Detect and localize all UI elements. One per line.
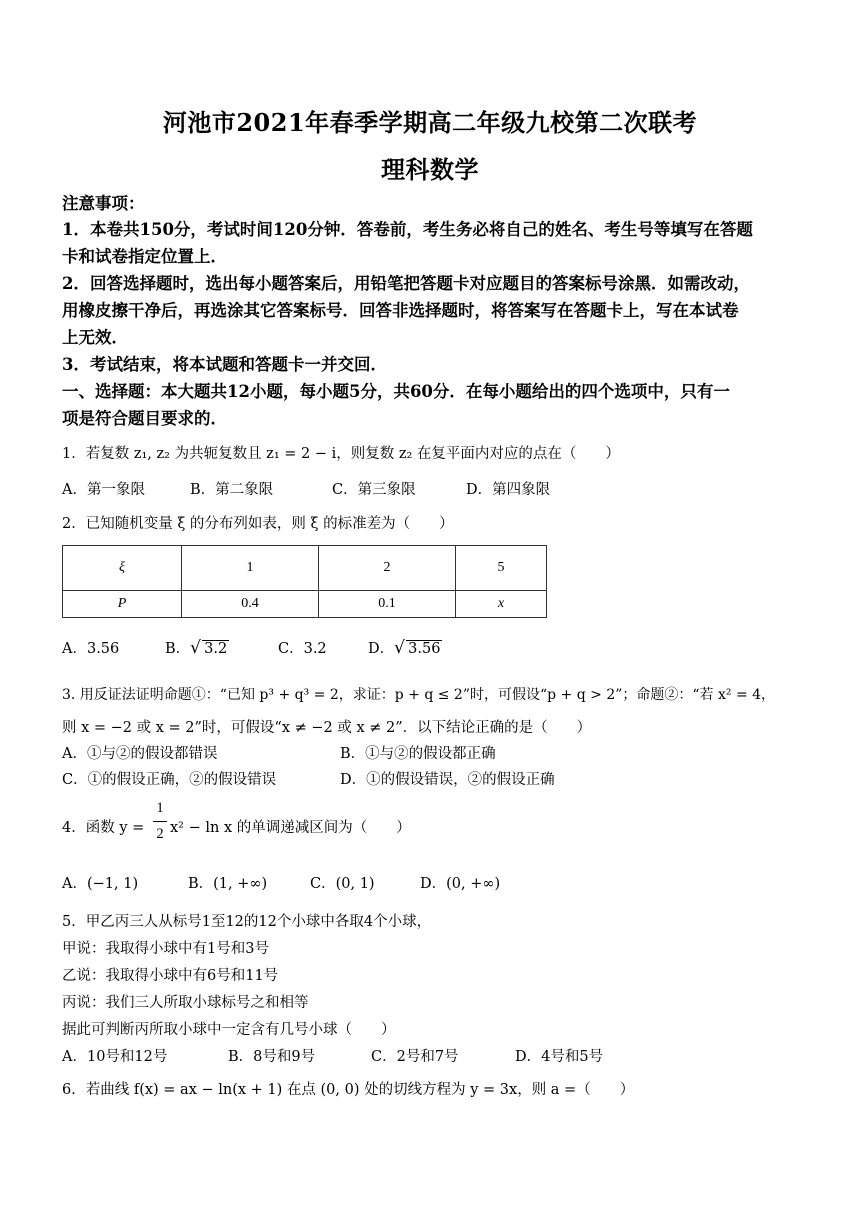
q4-option-d: D．(0, +∞) <box>420 876 501 892</box>
q5-option-d: D．4号和5号 <box>515 1049 604 1065</box>
table-cell: 5 <box>456 546 547 591</box>
sqrt-expression <box>190 638 229 658</box>
question-1-stem: 1．若复数 z₁, z₂ 为共轭复数且 z₁ = 2 − i，则复数 z₂ 在复平面内对应的点在（ ） <box>62 446 620 462</box>
table-cell: x <box>456 591 547 618</box>
q3-option-c: C．①的假设正确，②的假设错误 <box>62 772 277 788</box>
table-row <box>63 591 547 618</box>
table-cell: 0.4 <box>182 591 319 618</box>
q4-option-a: A．(−1, 1) <box>62 876 139 892</box>
sqrt-icon: √ <box>394 638 405 658</box>
notes-line-2: 卡和试卷指定位置上． <box>62 247 227 266</box>
q2-option-a: A．3.56 <box>62 641 120 657</box>
table-cell: ξ <box>63 546 182 591</box>
q1-option-b: B．第二象限 <box>190 482 274 498</box>
q2-option-b-label: B． <box>165 641 191 657</box>
page-title: 河池市2021年春季学期高二年级九校第二次联考 <box>162 108 698 137</box>
question-5-line-1: 5．甲乙丙三人从标号1至12的12个小球中各取4个小球， <box>62 914 432 930</box>
q3-option-a: A．①与②的假设都错误 <box>62 746 218 762</box>
question-5-line-4: 丙说：我们三人所取小球标号之和相等 <box>62 995 309 1011</box>
fraction-numerator: 1 <box>156 800 164 816</box>
q2-option-c: C．3.2 <box>278 641 327 657</box>
table-cell: P <box>63 591 182 618</box>
q2-option-d-label: D． <box>368 641 395 657</box>
question-3-line-2: 则 x = −2 或 x = 2”时，可假设“x ≠ −2 或 x ≠ 2”．以下结论正确的是（ ） <box>62 720 592 736</box>
section-heading-line-1: 一、选择题：本大题共12小题，每小题5分，共60分．在每小题给出的四个选项中，只有一 <box>62 382 730 401</box>
table-cell: 0.1 <box>319 591 456 618</box>
table-cell: 2 <box>319 546 456 591</box>
question-5-line-2: 甲说：我取得小球中有1号和3号 <box>62 941 269 957</box>
q3-option-d: D．①的假设错误，②的假设正确 <box>340 772 555 788</box>
q4-option-c: C．(0, 1) <box>310 876 375 892</box>
q2-option-d <box>368 637 442 658</box>
q4-option-b: B．(1, +∞) <box>188 876 268 892</box>
q5-option-a: A．10号和12号 <box>62 1049 168 1065</box>
notes-line-3: 2．回答选择题时，选出每小题答案后，用铅笔把答题卡对应题目的答案标号涂黑．如需改动， <box>62 274 750 293</box>
question-2-stem: 2．已知随机变量 ξ 的分布列如表，则 ξ 的标准差为（ ） <box>62 516 454 532</box>
question-4-prefix: 4．函数 y = <box>62 820 145 836</box>
notes-line-4: 用橡皮擦干净后，再选涂其它答案标号．回答非选择题时，将答案写在答题卡上，写在本试卷 <box>62 301 739 320</box>
q1-option-d: D．第四象限 <box>466 482 551 498</box>
q5-option-b: B．8号和9号 <box>228 1049 316 1065</box>
fraction-bar <box>153 821 167 822</box>
question-6-stem: 6．若曲线 f(x) = ax − ln(x + 1) 在点 (0, 0) 处的切线方程为 y = 3x，则 a =（ ） <box>62 1082 635 1098</box>
q3-option-b: B．①与②的假设都正确 <box>340 746 496 762</box>
q2-option-b-value: 3.2 <box>204 641 228 657</box>
q2-option-b <box>165 637 229 658</box>
notes-line-1: 1．本卷共150分，考试时间120分钟．答卷前，考生务必将自己的姓名、考生号等填写在答题 <box>62 220 753 239</box>
section-heading-line-2: 项是符合题目要求的． <box>62 409 227 428</box>
notes-line-5: 上无效． <box>62 328 128 347</box>
q2-option-d-value: 3.56 <box>408 641 441 657</box>
table-cell: 1 <box>182 546 319 591</box>
q5-option-c: C．2号和7号 <box>371 1049 459 1065</box>
question-3-line-1: 3. 用反证法证明命题①：“已知 p³ + q³ = 2，求证：p + q ≤ 2”时，可假设“p + q > 2”；命题②：“若 x² = 4， <box>62 687 776 703</box>
sqrt-icon: √ <box>190 638 201 658</box>
distribution-table <box>62 545 547 618</box>
notes-heading: 注意事项： <box>62 194 145 213</box>
page-subtitle: 理科数学 <box>381 155 479 184</box>
sqrt-expression <box>394 638 442 658</box>
question-4-suffix: x² − ln x 的单调递减区间为（ ） <box>170 820 411 836</box>
fraction-denominator: 2 <box>156 826 164 842</box>
notes-line-6: 3．考试结束，将本试题和答题卡一并交回． <box>62 355 387 374</box>
q1-option-c: C．第三象限 <box>332 482 416 498</box>
question-5-line-5: 据此可判断丙所取小球中一定含有几号小球（ ） <box>62 1022 396 1038</box>
table-row <box>63 546 547 591</box>
question-5-line-3: 乙说：我取得小球中有6号和11号 <box>62 968 279 984</box>
q1-option-a: A．第一象限 <box>62 482 145 498</box>
